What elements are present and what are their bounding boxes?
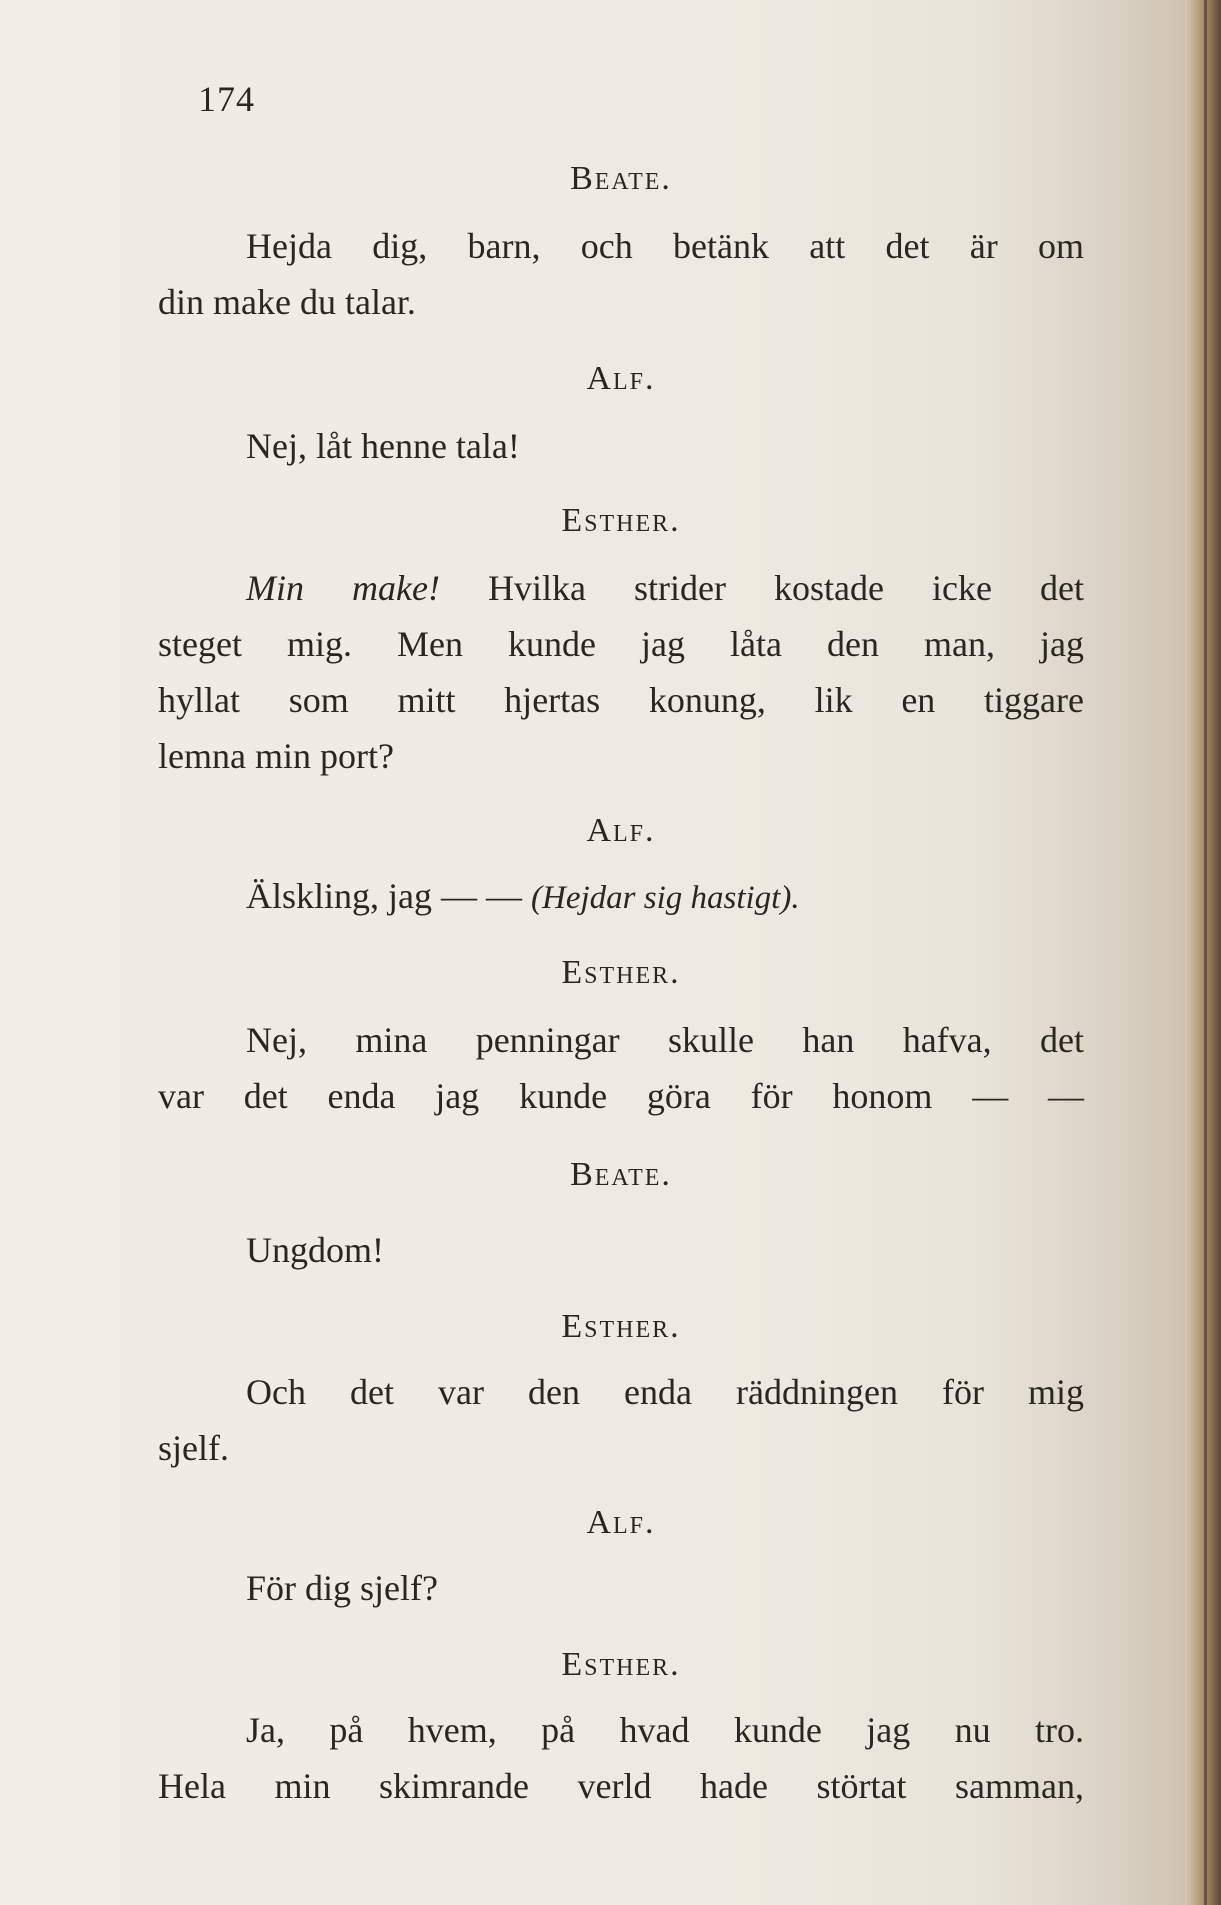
stage-direction: (Hejdar sig hastigt). (531, 880, 800, 916)
speaker-name: Esther. (561, 1308, 681, 1345)
binding-shadow (1204, 0, 1207, 1905)
page-number: 174 (198, 79, 255, 119)
dialogue-text (158, 868, 1084, 926)
text-line: Nej, låt henne tala! (246, 426, 520, 466)
text-line: För dig sjelf? (246, 1568, 438, 1608)
speaker-name: Esther. (561, 1646, 681, 1683)
text-line: Ungdom! (246, 1230, 384, 1270)
dialogue-text (158, 1222, 1084, 1278)
text-line: steget mig. Men kunde jag låta den man, jag (158, 624, 1084, 664)
dialogue-text (158, 1560, 1084, 1616)
text-line (158, 868, 1084, 926)
text-line: Och det var den enda räddningen för mig (246, 1372, 1084, 1412)
text-line: lemna min port? (158, 736, 394, 776)
speaker-name: Beate. (570, 160, 672, 197)
dialogue-text (158, 560, 1084, 784)
speaker-name: Alf. (586, 1504, 656, 1541)
text-line: Hejda dig, barn, och betänk att det är om (246, 226, 1084, 266)
text-line: sjelf. (158, 1428, 229, 1468)
text-line (158, 560, 1084, 616)
speaker-name: Esther. (561, 954, 681, 991)
text-line: hyllat som mitt hjertas konung, lik en tiggare (158, 680, 1084, 720)
text-line: Nej, mina penningar skulle han hafva, det (246, 1020, 1084, 1060)
page-edge (1185, 0, 1221, 1905)
dialogue-text (158, 1012, 1084, 1124)
text-line: din make du talar. (158, 282, 416, 322)
emphasized-text: Min make! (246, 568, 440, 608)
text-fragment: Hvilka strider kostade icke det (439, 568, 1084, 608)
speaker-name: Alf. (586, 360, 656, 397)
dialogue-text (158, 218, 1084, 330)
text-line: var det enda jag kunde göra för honom — — (158, 1076, 1084, 1116)
text-line: Hela min skimrande verld hade störtat samman, (158, 1766, 1084, 1806)
text-fragment: Älskling, jag — — (246, 876, 531, 916)
speaker-name: Beate. (570, 1156, 672, 1193)
dialogue-text (158, 1702, 1084, 1814)
speaker-name: Alf. (586, 812, 656, 849)
speaker-name: Esther. (561, 502, 681, 539)
dialogue-text (158, 418, 1084, 474)
text-line: Ja, på hvem, på hvad kunde jag nu tro. (246, 1710, 1084, 1750)
dialogue-text (158, 1364, 1084, 1476)
